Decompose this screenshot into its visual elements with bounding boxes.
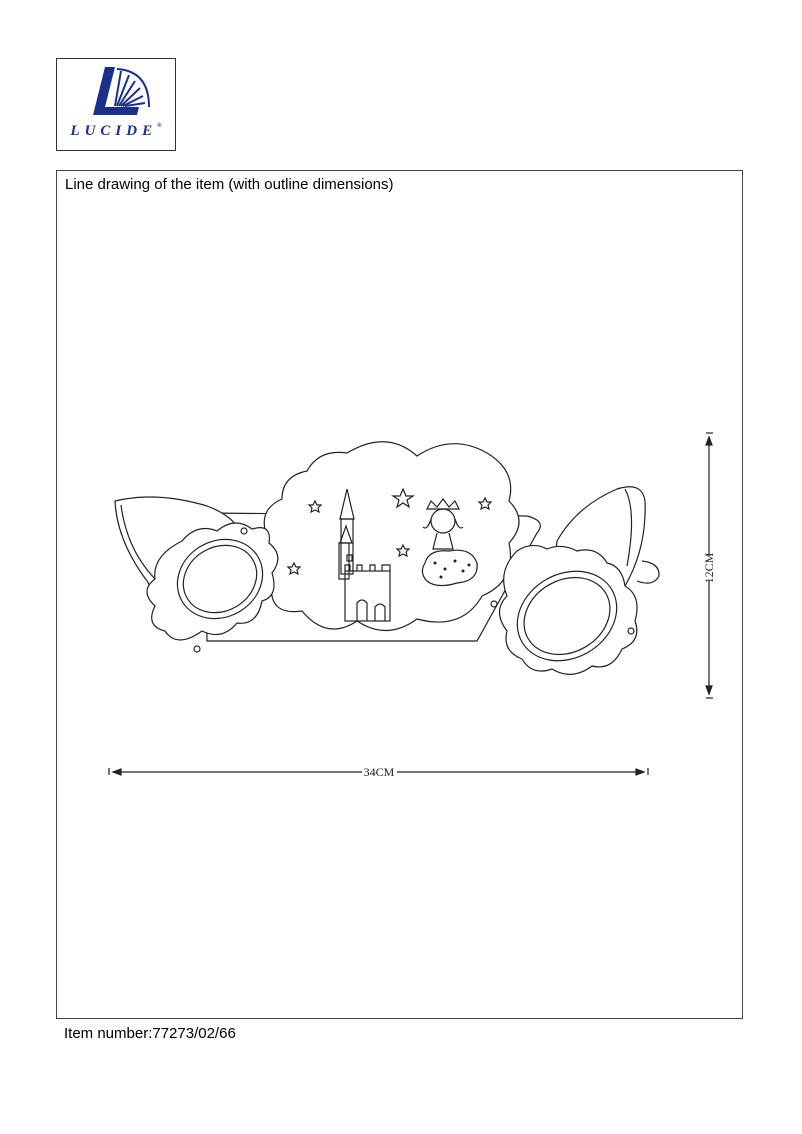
line-drawing-panel bbox=[56, 170, 743, 1019]
product-line-drawing bbox=[57, 171, 744, 1020]
item-number: Item number:77273/02/66 bbox=[64, 1025, 236, 1042]
drawing-title: Line drawing of the item (with outline dimensions) bbox=[65, 176, 394, 193]
brand-name: LUCIDE® bbox=[70, 123, 162, 139]
height-label: 12CM bbox=[702, 552, 716, 584]
cloud-body bbox=[260, 442, 519, 631]
width-label: 34CM bbox=[363, 765, 395, 779]
brand-logo bbox=[56, 58, 176, 151]
